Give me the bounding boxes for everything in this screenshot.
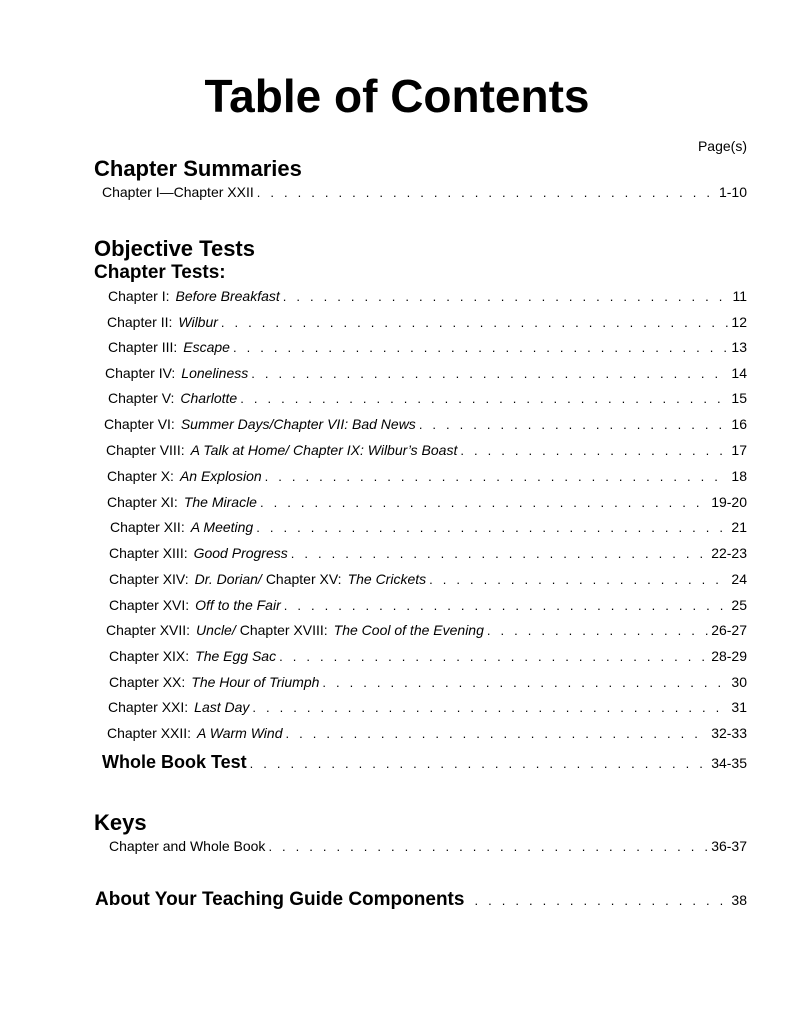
- toc-entry-chapter: [104, 415, 747, 434]
- chapter-number: Chapter XVII:: [106, 622, 191, 638]
- section-heading-keys: Keys: [94, 810, 147, 835]
- page-number: 15: [731, 390, 747, 406]
- page-number: 11: [732, 288, 747, 304]
- chapter-number: Chapter XVIII:: [239, 622, 328, 638]
- toc-entry-label: About Your Teaching Guide Components: [95, 889, 465, 910]
- page-number: 16: [731, 416, 747, 432]
- dot-leader: [474, 890, 728, 912]
- dot-leader: [233, 339, 728, 357]
- page-number: 22-23: [711, 545, 747, 561]
- page-number: 31: [731, 699, 747, 715]
- chapter-number: Chapter I:: [108, 288, 170, 304]
- toc-entry-chapter: [109, 544, 747, 563]
- chapter-number: Chapter II:: [107, 314, 173, 330]
- page-number: 26-27: [711, 622, 747, 638]
- chapter-title: Escape: [183, 339, 230, 355]
- chapter-title: The Crickets: [347, 571, 427, 587]
- toc-entry-chapter: [106, 621, 747, 640]
- chapter-number: Chapter VI:: [104, 416, 175, 432]
- page-number: 12: [731, 314, 747, 330]
- dot-leader: [429, 571, 728, 589]
- chapter-number: Chapter XII:: [110, 519, 185, 535]
- chapter-number: Chapter XXII:: [107, 725, 192, 741]
- toc-entry-chapter: [109, 570, 747, 589]
- subsection-heading-chapter-tests: Chapter Tests:: [94, 262, 226, 283]
- chapter-title: Dr. Dorian/: [194, 571, 262, 587]
- dot-leader: [252, 699, 728, 717]
- toc-entry-chapter: [109, 647, 747, 666]
- toc-entry-chapter: [107, 467, 747, 486]
- chapter-number: Chapter IV:: [105, 365, 176, 381]
- chapter-number: Chapter XVI:: [109, 597, 190, 613]
- chapter-title: The Miracle: [183, 494, 257, 510]
- page-number: 17: [731, 442, 747, 458]
- toc-entry-label: Chapter and Whole Book: [109, 838, 266, 854]
- chapter-number: Chapter XIII:: [109, 545, 188, 561]
- page-number: 34-35: [711, 755, 747, 771]
- page-number: 25: [731, 597, 747, 613]
- dot-leader: [322, 674, 728, 692]
- toc-entry-chapter: [107, 724, 747, 743]
- dot-leader: [257, 184, 716, 202]
- page-number: 24: [731, 571, 747, 587]
- chapter-title: Before Breakfast: [175, 288, 280, 304]
- toc-entry-label: Whole Book Test: [102, 752, 247, 772]
- dot-leader: [284, 597, 729, 615]
- section-heading-chapter-summaries: Chapter Summaries: [94, 156, 302, 181]
- toc-entry-chapter: [109, 596, 747, 615]
- chapter-title: A Meeting: [190, 519, 254, 535]
- page-number: 28-29: [711, 648, 747, 664]
- dot-leader: [291, 545, 708, 563]
- dot-leader: [286, 725, 709, 743]
- page-number: 18: [731, 468, 747, 484]
- toc-entry-chapter: [106, 441, 747, 460]
- section-heading-objective-tests: Objective Tests: [94, 236, 255, 261]
- chapter-number: Chapter X:: [107, 468, 174, 484]
- dot-leader: [487, 622, 708, 640]
- page-number: 36-37: [711, 838, 747, 854]
- page-number: 21: [731, 519, 747, 535]
- chapter-title: Last Day: [194, 699, 250, 715]
- chapter-number: Chapter III:: [108, 339, 178, 355]
- toc-entry-chapter: [105, 364, 747, 383]
- chapter-number: Chapter XIX:: [109, 648, 190, 664]
- chapter-title: The Hour of Triumph: [191, 674, 320, 690]
- dot-leader: [251, 365, 728, 383]
- chapter-title: Good Progress: [193, 545, 288, 561]
- toc-entry-chapter: [108, 698, 747, 717]
- chapter-title: Uncle/: [196, 622, 236, 638]
- dot-leader: [283, 288, 730, 306]
- page-number: 32-33: [711, 725, 747, 741]
- page-number: 13: [731, 339, 747, 355]
- toc-entry-about: [95, 889, 747, 912]
- page-number: 19-20: [711, 494, 747, 510]
- chapter-title: Loneliness: [181, 365, 249, 381]
- page-title: Table of Contents: [204, 70, 590, 122]
- toc-entry-chapter: [108, 338, 747, 357]
- chapter-title: Wilbur: [178, 314, 218, 330]
- chapter-title: An Explosion: [179, 468, 262, 484]
- toc-entry-chapter: [107, 313, 747, 332]
- toc-entry-label: Chapter I—Chapter XXII: [102, 184, 254, 200]
- chapter-title: The Cool of the Evening: [333, 622, 484, 638]
- page-number: 38: [731, 892, 747, 908]
- page-number: 30: [731, 674, 747, 690]
- dot-leader: [240, 390, 728, 408]
- chapter-number: Chapter XXI:: [108, 699, 189, 715]
- chapter-number: Chapter V:: [108, 390, 175, 406]
- toc-entry-chapter: [109, 673, 747, 692]
- chapter-title: The Egg Sac: [195, 648, 277, 664]
- chapter-title: Summer Days/Chapter VII: Bad News: [180, 416, 416, 432]
- dot-leader: [256, 519, 728, 537]
- toc-entry-chapter: [108, 287, 747, 306]
- chapter-title: A Warm Wind: [197, 725, 283, 741]
- chapter-title: Off to the Fair: [195, 597, 281, 613]
- toc-entry-chapter: [108, 389, 747, 408]
- chapter-number: Chapter XI:: [107, 494, 178, 510]
- page-number: 14: [731, 365, 747, 381]
- dot-leader: [221, 314, 729, 332]
- dot-leader: [250, 753, 709, 775]
- pages-column-header: Page(s): [697, 138, 747, 154]
- toc-entry-chapter: [110, 518, 747, 537]
- dot-leader: [460, 442, 728, 460]
- page-number: 1-10: [718, 184, 747, 200]
- dot-leader: [419, 416, 729, 434]
- chapter-title: A Talk at Home/ Chapter IX: Wilbur’s Boast: [190, 442, 458, 458]
- dot-leader: [265, 468, 729, 486]
- dot-leader: [260, 494, 708, 512]
- chapter-number: Chapter XV:: [265, 571, 342, 587]
- chapter-number: Chapter XIV:: [109, 571, 189, 587]
- dot-leader: [279, 648, 708, 666]
- chapter-number: Chapter VIII:: [106, 442, 185, 458]
- toc-entry-whole-book-test: [102, 751, 747, 775]
- chapter-number: Chapter XX:: [109, 674, 186, 690]
- toc-entry-chapter-summaries: [102, 183, 747, 202]
- dot-leader: [268, 838, 708, 856]
- chapter-title: Charlotte: [180, 390, 238, 406]
- toc-entry-keys: [109, 837, 747, 856]
- toc-entry-chapter: [107, 493, 747, 512]
